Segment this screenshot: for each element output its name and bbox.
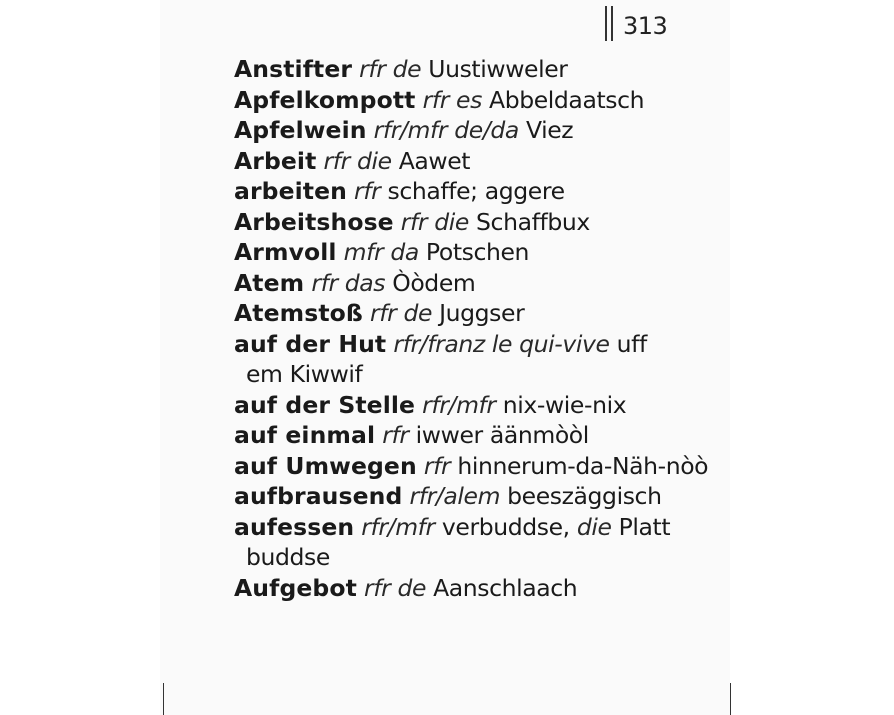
headword: Apfelwein <box>234 116 367 144</box>
translation-text: Potschen <box>418 238 530 266</box>
translation-text <box>363 299 370 327</box>
grammar-label: rfr de <box>359 55 422 83</box>
header-rule-left <box>605 6 607 41</box>
translation-text <box>417 452 424 480</box>
translation-text: schaffe; aggere <box>380 177 565 205</box>
headword: arbeiten <box>234 177 347 205</box>
headword: aufessen <box>234 512 355 541</box>
translation-text: iwwer äänmòòl <box>408 421 589 449</box>
grammar-label: rfr de <box>363 573 427 602</box>
entry-continuation: em Kiwwif <box>246 360 363 388</box>
translation-text: Uustiwweler <box>421 55 568 83</box>
dictionary-entry <box>234 420 704 451</box>
grammar-label: rfr es <box>422 85 482 114</box>
translation-text: Schaffbux <box>468 207 590 236</box>
translation-text <box>337 238 344 266</box>
grammar-label: rfr/mfr de/da <box>373 116 519 144</box>
grammar-label: rfr de <box>370 299 433 327</box>
headword: auf Umwegen <box>234 451 417 480</box>
translation-text <box>416 86 423 114</box>
crop-mark-right <box>730 683 731 715</box>
headword: Arbeit <box>234 146 317 175</box>
translation-text: nix-wie-nix <box>495 390 627 419</box>
dictionary-entry <box>234 146 704 177</box>
dictionary-entry <box>234 54 704 85</box>
headword: Apfelkompott <box>234 85 416 114</box>
headword: aufbrausend <box>234 482 403 510</box>
translation-text <box>367 116 374 144</box>
translation-text: verbuddse, <box>434 512 577 541</box>
translation-text <box>316 147 323 175</box>
dictionary-entry <box>234 207 704 238</box>
dictionary-entry <box>234 176 704 207</box>
translation-text <box>357 574 364 602</box>
translation-text: Òòdem <box>385 268 476 297</box>
translation-text <box>394 208 401 236</box>
headword: auf der Stelle <box>234 390 416 419</box>
entry-continuation: buddse <box>246 543 330 571</box>
grammar-label: die <box>576 512 612 541</box>
grammar-label: rfr/mfr <box>422 390 496 419</box>
dictionary-entry <box>234 298 704 329</box>
crop-mark-left <box>163 683 164 715</box>
translation-text <box>347 177 354 205</box>
grammar-label: rfr <box>423 451 451 480</box>
headword: auf der Hut <box>234 329 387 358</box>
grammar-label: rfr/mfr <box>361 512 435 541</box>
grammar-label: rfr die <box>323 146 392 175</box>
translation-text: Platt <box>611 512 671 541</box>
headword: auf einmal <box>234 421 376 449</box>
dictionary-entry <box>234 115 704 146</box>
translation-text: Aawet <box>391 146 471 175</box>
headword: Atemstoß <box>234 299 363 327</box>
header-rule-right <box>611 6 613 41</box>
translation-text: Juggser <box>432 299 525 327</box>
grammar-label: rfr das <box>311 268 386 297</box>
translation-text: Aanschlaach <box>426 573 578 602</box>
grammar-label: rfr die <box>400 207 469 236</box>
grammar-label: rfr <box>382 421 409 449</box>
dictionary-entry <box>234 268 704 299</box>
page-number: 313 <box>623 12 668 40</box>
dictionary-entry <box>234 85 704 116</box>
dictionary-entry <box>234 512 704 573</box>
headword: Aufgebot <box>234 573 357 602</box>
dictionary-entry <box>234 390 704 421</box>
dictionary-entry <box>234 481 704 512</box>
translation-text: hinnerum-da-Näh-nòò <box>450 451 709 480</box>
headword: Arbeitshose <box>234 207 394 236</box>
translation-text: Viez <box>518 116 574 144</box>
grammar-label: rfr <box>354 177 381 205</box>
headword: Armvoll <box>234 238 337 266</box>
dictionary-entry <box>234 237 704 268</box>
dictionary-entry <box>234 329 704 390</box>
translation-text: beeszäggisch <box>500 482 662 510</box>
translation-text: uff <box>609 329 647 358</box>
grammar-label: rfr/franz le qui-vive <box>393 329 610 358</box>
grammar-label: mfr da <box>343 238 419 266</box>
dictionary-entry <box>234 573 704 604</box>
grammar-label: rfr/alem <box>409 482 501 510</box>
headword: Atem <box>234 268 305 297</box>
headword: Anstifter <box>234 55 353 83</box>
dictionary-entry <box>234 451 709 482</box>
translation-text: Abbeldaatsch <box>481 85 645 114</box>
dictionary-entries <box>234 54 709 603</box>
